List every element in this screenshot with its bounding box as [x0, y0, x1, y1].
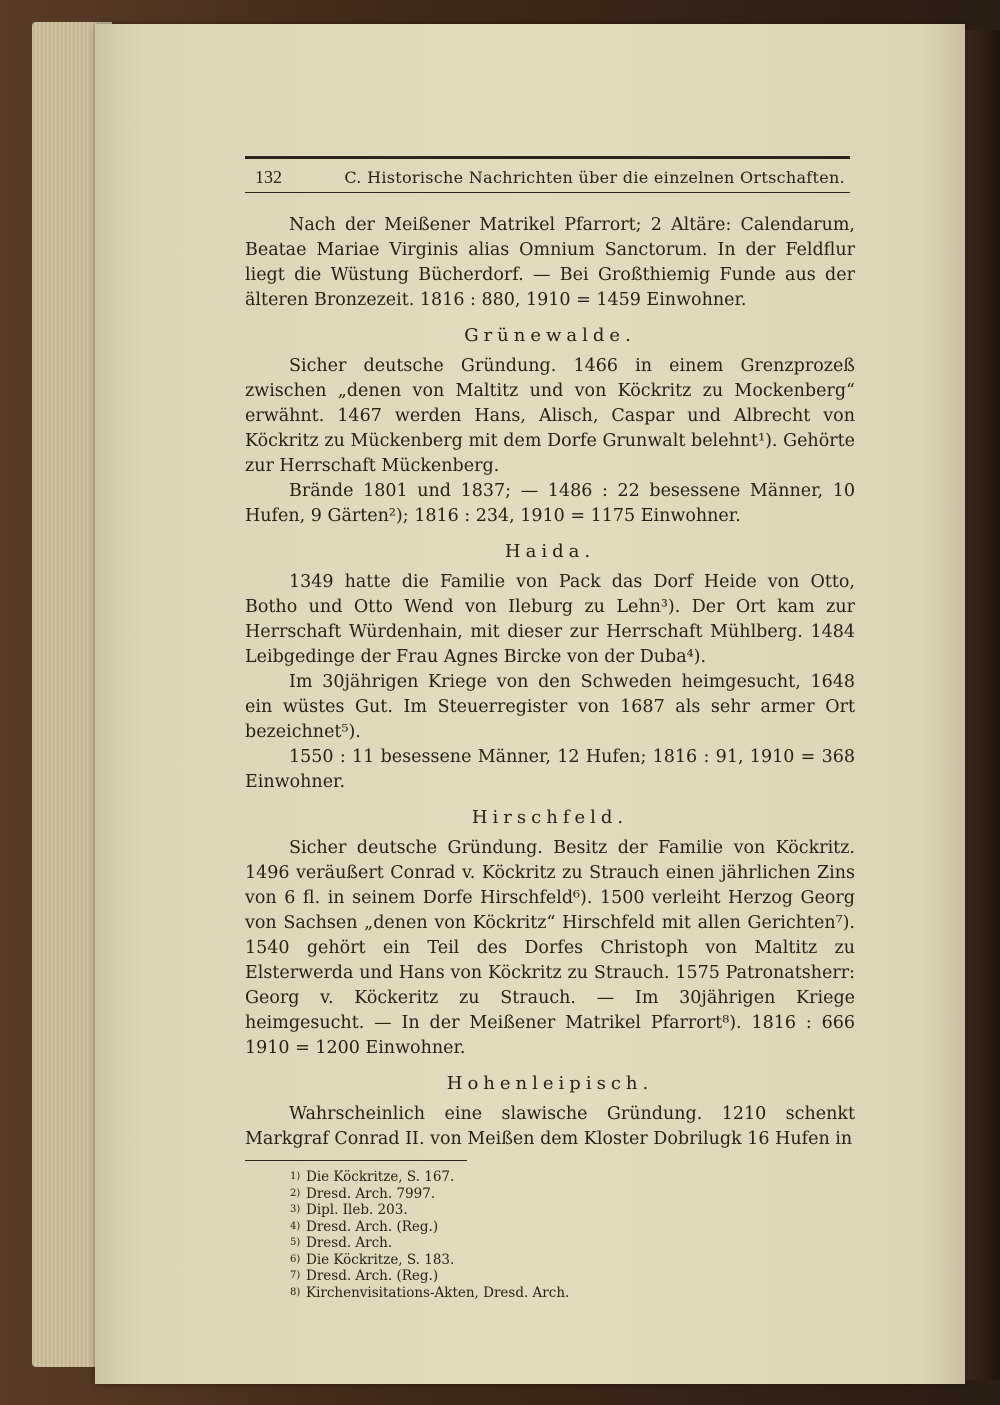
paragraph: Sicher deutsche Gründung. 1466 in einem Grenzprozeß zwischen „denen von Maltitz und von Köckritz zu Mockenberg“ erwähnt. 1467 werden Hans, Alisch, Caspar und Albrecht von Köckritz zu Mückenberg mit dem Dorfe Grunwalt belehnt¹). Gehörte zur Herrschaft Mückenberg. — [245, 356, 855, 476]
running-title: C. Historische Nachrichten über die einzelnen Ortschaften. — [344, 168, 845, 187]
footnote: 6) Die Köckritze, S. 183. — [290, 1251, 455, 1268]
footnote: 8) Kirchenvisitations-Akten, Dresd. Arch. — [290, 1284, 570, 1301]
running-header — [245, 159, 855, 192]
footnote: 3) Dipl. Ileb. 203. — [290, 1202, 408, 1218]
section-title-haida: Haida. — [504, 541, 596, 562]
paragraph: Im 30jährigen Kriege von den Schweden heimgesucht, 1648 ein wüstes Gut. Im Steuerregister von 1687 als sehr armer Ort bezeichnet⁵). — [245, 672, 855, 742]
paragraph: Brände 1801 und 1837; — 1486 : 22 besessene Männer, 10 Hufen, 9 Gärten²); 1816 : 234, 1910 = 1175 Einwohner. — [245, 481, 855, 526]
section-title-hohenleipisch: Hohenleipisch. — [446, 1073, 654, 1094]
paragraph: Sicher deutsche Gründung. Besitz der Familie von Köckritz. 1496 veräußert Conrad v. Köckritz zu Strauch einen jährlichen Zins von 6 fl. in seinem Dorfe Hirschfeld⁶). 1500 verleiht Herzog Georg von Sachsen „denen von Köckritz“ Hirschfeld mit allen Gerichten⁷). 1540 gehört ein Teil des Dorfes Christoph von Maltitz zu Elsterwerda und Hans von Köckritz zu Strauch. 1575 Patronatsherr: Georg v. Köckeritz zu Strauch. — Im 30jährigen Kriege heimgesucht. — In der Meißener Matrikel Pfarrort⁸). 1816 : 666 1910 = 1200 Einwohner. — [245, 838, 855, 1058]
paragraph: 1550 : 11 besessene Männer, 12 Hufen; 1816 : 91, 1910 = 368 Einwohner. — [245, 747, 855, 792]
footnote-rule — [245, 1160, 467, 1161]
paragraph: Wahrscheinlich eine slawische Gründung. 1210 schenkt Markgraf Conrad II. von Meißen dem Kloster Dobrilugk 16 Hufen in — [245, 1104, 855, 1149]
page-number: 132 — [255, 167, 282, 187]
footnote: 1) Die Köckritze, S. 167. — [290, 1169, 455, 1185]
intro-paragraph: Nach der Meißener Matrikel Pfarrort; 2 Altäre: Calendarum, Beatae Mariae Virginis alias Omnium Sanctorum. In der Feldflur liegt die Wüstung Bücherdorf. — Bei Großthiemig Funde aus der älteren Bronzezeit. 1816 : 880, 1910 = 1459 Einwohner. — [245, 215, 855, 310]
footnote: 4) Dresd. Arch. (Reg.) — [290, 1218, 439, 1235]
footnote: 5) Dresd. Arch. — [290, 1235, 393, 1251]
header-rule-bottom — [245, 192, 850, 193]
page-content — [245, 156, 855, 1301]
footnotes-list — [245, 1169, 855, 1301]
section-title-hirschfeld: Hirschfeld. — [471, 807, 629, 828]
footnote: 7) Dresd. Arch. (Reg.) — [290, 1268, 439, 1284]
section-title-gruenewalde: Grünewalde. — [464, 325, 636, 346]
footnote: 2) Dresd. Arch. 7997. — [290, 1185, 436, 1202]
paragraph: 1349 hatte die Familie von Pack das Dorf Heide von Otto, Botho und Otto Wend von Ileburg zu Lehn³). Der Ort kam zur Herrschaft Würdenhain, mit dieser zur Herrschaft Mühlberg. 1484 Leibgedinge der Frau Agnes Bircke von der Duba⁴). — [245, 572, 855, 667]
facing-page-edge — [965, 30, 1000, 1380]
